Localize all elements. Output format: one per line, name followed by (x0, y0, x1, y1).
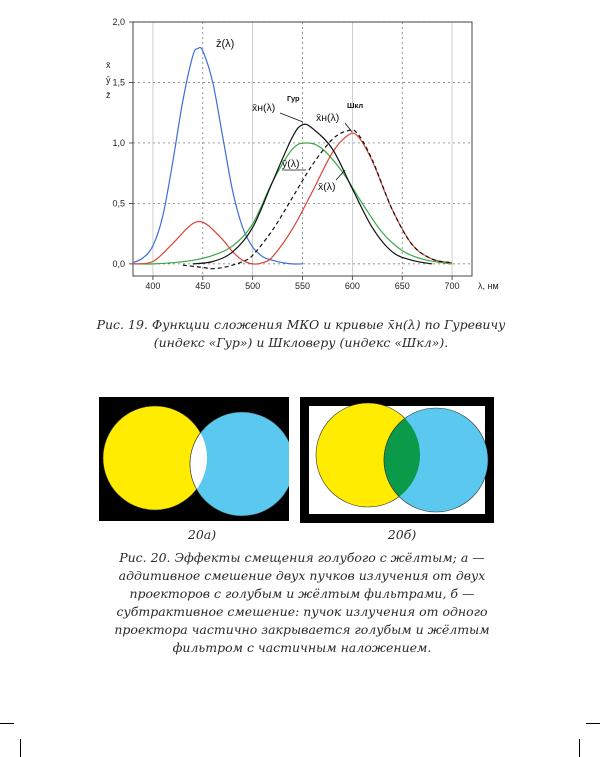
label-x-curve: x̄(λ) (318, 181, 336, 193)
crop-mark (20, 739, 21, 757)
crop-mark (579, 739, 580, 757)
x-tick-label: 650 (394, 281, 410, 291)
label-y-curve: ȳ(λ) (282, 158, 300, 170)
y-tick-label: 0,0 (112, 258, 125, 269)
cie-chart (0, 0, 600, 330)
chart-ticks (112, 17, 459, 291)
label-shkl-index: Шкл (347, 101, 364, 110)
x-axis-label: λ, нм (478, 281, 499, 291)
x-tick-label: 550 (294, 281, 311, 291)
figure-20a-additive (99, 397, 289, 521)
crop-mark (0, 723, 14, 724)
x-tick-label: 400 (145, 281, 161, 291)
figure-20b-label: 20б) (387, 527, 417, 542)
label-xn-gur: x̄н(λ) (252, 102, 276, 114)
figure-20-caption: Рис. 20. Эффекты смещения голубого с жёлтым; а — аддитивное смешение двух пучков излучения от двух проекторов с голубым и жёлтым фильтрами, б — субтрактивное смешение: пучок излучения от одного проектора частично закрывается голубым и жёлтым фильтром с частичным наложением. (114, 550, 490, 655)
series-line-3 (193, 124, 432, 264)
y-tick-label: 0,5 (112, 198, 125, 209)
y-axis-label-x: x̄ (106, 60, 111, 70)
crop-mark (586, 723, 600, 724)
leader-gur (280, 113, 303, 122)
series-line-0 (133, 47, 303, 264)
y-tick-label: 2,0 (112, 17, 125, 27)
x-tick-label: 600 (344, 281, 360, 291)
y-axis-label-y: ȳ (106, 75, 111, 85)
chart-grid (133, 22, 472, 276)
series-line-4 (183, 130, 452, 269)
figure-20a-label: 20а) (187, 527, 217, 542)
x-tick-label: 450 (195, 281, 211, 291)
series-line-2 (133, 133, 452, 264)
label-xn-shkl: x̄н(λ) (316, 112, 340, 124)
figure-19-caption: Рис. 19. Функции сложения МКО и кривые x̄н(λ) по Гуревичу (индекс «Гур») и Шкловеру (индекс «Шкл»). (96, 317, 506, 350)
y-tick-label: 1,5 (112, 77, 125, 88)
label-gur-index: Гур (287, 94, 300, 103)
leader-x (336, 170, 345, 180)
y-tick-label: 1,0 (112, 137, 125, 148)
label-z-curve: z̄(λ) (216, 38, 235, 50)
x-tick-label: 700 (444, 281, 460, 291)
figure-20b-subtractive (300, 397, 494, 523)
x-tick-label: 500 (245, 281, 261, 291)
y-axis-label-z: z̄ (106, 90, 111, 100)
